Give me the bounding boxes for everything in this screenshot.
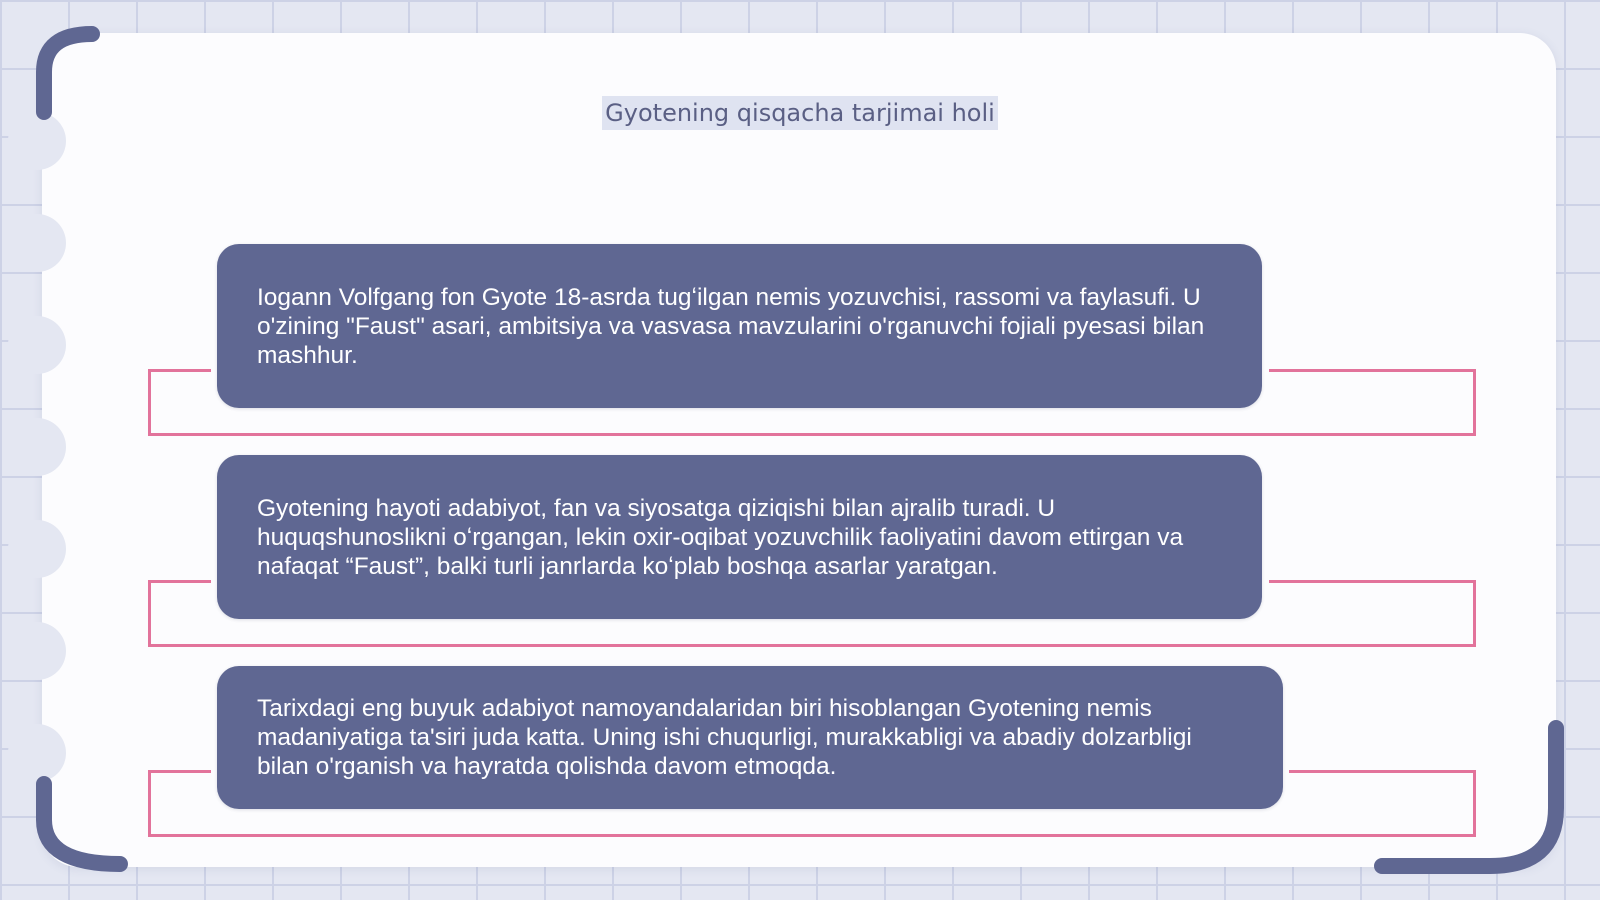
bracket-left-arm xyxy=(148,369,211,433)
paper-notch xyxy=(8,418,66,476)
bracket-right-arm xyxy=(1269,369,1476,433)
paper-notch xyxy=(8,316,66,374)
paper-notch xyxy=(8,622,66,680)
bio-card-text: Gyotening hayoti adabiyot, fan va siyosatga qiziqishi bilan ajralib turadi. U huquqshunoslikni oʻrgangan, lekin oxir-oqibat yozuvchilik faoliyatini davom ettirgan va nafaqat “Faust”, balki turli janrlarda koʻplab boshqa asarlar yaratgan. xyxy=(257,494,1184,580)
corner-bracket-top-left xyxy=(30,22,102,124)
paper-notch xyxy=(8,520,66,578)
bio-card-text: Tarixdagi eng buyuk adabiyot namoyandalaridan biri hisoblangan Gyotening nemis madaniyatiga ta'siri juda katta. Uning ishi chuqurligi, murakkabligi va abadiy dolzarbligi bilan o'rganish va hayratda qolishda davom etmoqda. xyxy=(257,695,1192,780)
corner-bracket-bottom-left xyxy=(30,774,130,878)
bracket-left-arm xyxy=(148,770,211,834)
bio-card xyxy=(217,455,1262,619)
bracket-right-arm xyxy=(1269,580,1476,644)
bracket-right-arm xyxy=(1289,770,1476,834)
bio-card xyxy=(217,244,1262,408)
bio-card xyxy=(217,666,1283,809)
bracket-left-arm xyxy=(148,580,211,644)
bio-card-text: Iogann Volfgang fon Gyote 18-asrda tugʻilgan nemis yozuvchisi, rassomi va faylasufi. U o'zining "Faust" asari, ambitsiya va vasvasa mavzularini o'rganuvchi fojiali pyesasi bilan mashhur. xyxy=(257,283,1205,369)
paper-notch xyxy=(8,214,66,272)
page-title-text: Gyotening qisqacha tarjimai holi xyxy=(602,96,998,130)
